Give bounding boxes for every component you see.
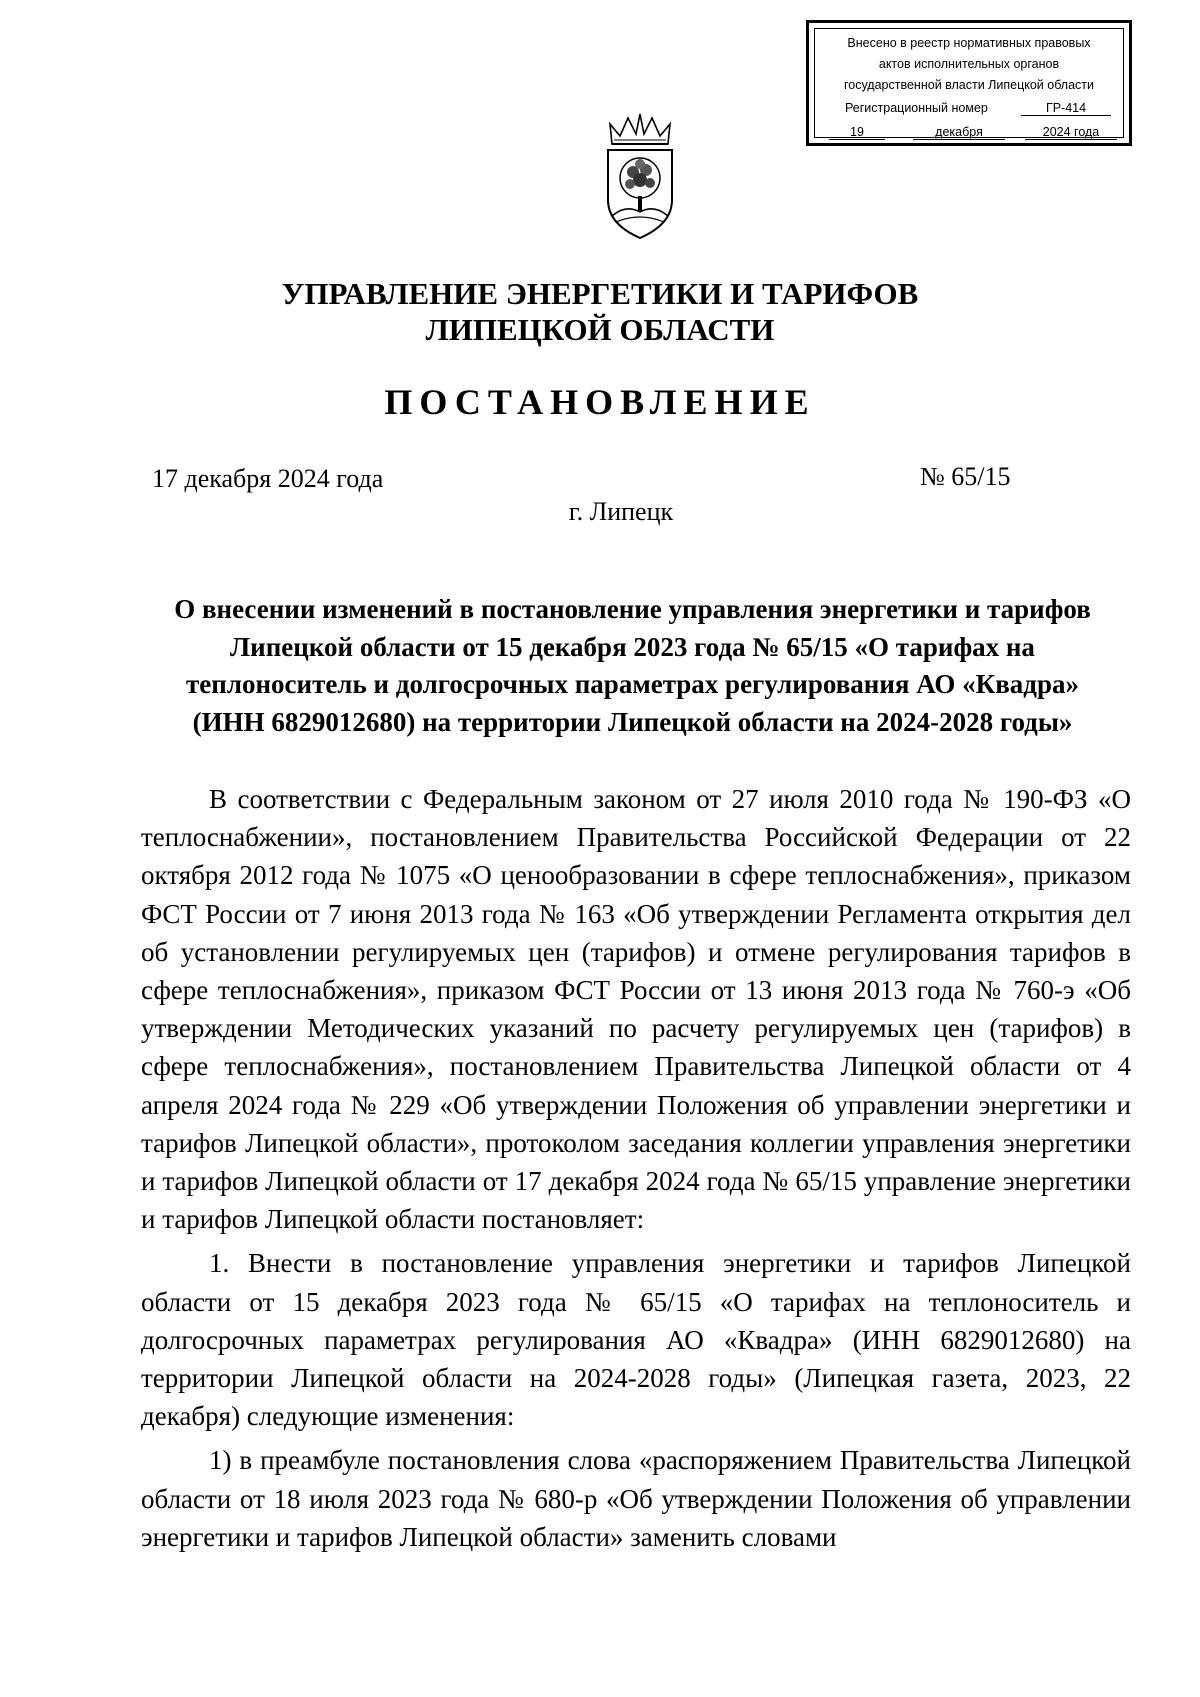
stamp-line-3: государственной власти Липецкой области xyxy=(843,78,1095,92)
org-name-line-1: УПРАВЛЕНИЕ ЭНЕРГЕТИКИ И ТАРИФОВ xyxy=(281,276,919,311)
document-body xyxy=(141,780,1131,1562)
document-type: ПОСТАНОВЛЕНИЕ xyxy=(384,382,816,422)
document-date: 17 декабря 2024 года xyxy=(152,464,384,493)
document-city: г. Липецк xyxy=(568,497,674,526)
stamp-year: 2024 года xyxy=(1025,125,1117,140)
coat-of-arms-emblem xyxy=(600,112,680,242)
org-name-line-2: ЛИПЕЦКОЙ ОБЛАСТИ xyxy=(425,312,775,347)
body-paragraph: 1. Внести в постановление управления энергетики и тарифов Липецкой области от 15 декабря 2023 года № 65/15 «О тарифах на теплоноситель и долгосрочных параметрах регулирования АО «Квадра» (ИНН 6829012680) на территории Липецкой области на 2024-2028 годы» (Липецкая газета, 2023, 22 декабря) следующие изменения: xyxy=(141,1248,1131,1432)
stamp-line-2: актов исполнительных органов xyxy=(878,57,1060,71)
document-number: № 65/15 xyxy=(920,462,1011,491)
stamp-line-1: Внесено в реестр нормативных правовых xyxy=(847,36,1091,50)
body-paragraph: 1) в преамбуле постановления слова «распоряжением Правительства Липецкой области от 18 июля 2023 года № 680-р «Об утверждении Положения об управлении энергетики и тарифов Липецкой области» заменить словами xyxy=(141,1445,1131,1552)
document-title: О внесении изменений в постановление управления энергетики и тарифов Липецкой области от 15 декабря 2023 года № 65/15 «О тарифах на теплоноситель и долгосрочных параметрах регулирования АО «Квадра» (ИНН 6829012680) на территории Липецкой области на 2024-2028 годы» xyxy=(174,594,1091,737)
registry-stamp xyxy=(806,20,1132,146)
stamp-reg-label: Регистрационный номер xyxy=(845,101,988,115)
stamp-month: декабря xyxy=(913,125,1005,140)
stamp-day: 19 xyxy=(829,125,885,140)
body-paragraph: В соответствии с Федеральным законом от 27 июля 2010 года № 190-ФЗ «О теплоснабжении», постановлением Правительства Российской Федерации от 22 октября 2012 года № 1075 «О ценообразовании в сфере теплоснабжения», приказом ФСТ России от 7 июня 2013 года № 163 «Об утверждении Регламента открытия дел об установлении регулируемых цен (тарифов) и отмене регулирования тарифов в сфере теплоснабжения», приказом ФСТ России от 13 июня 2013 года № 760-э «Об утверждении Методических указаний по расчету регулируемых цен (тарифов) в сфере теплоснабжения», постановлением Правительства Липецкой области от 4 апреля 2024 года № 229 «Об утверждении Положения об управлении энергетики и тарифов Липецкой области», протоколом заседания коллегии управления энергетики и тарифов Липецкой области от 17 декабря 2024 года № 65/15 управление энергетики и тарифов Липецкой области постановляет: xyxy=(141,784,1131,1235)
registry-stamp-inner-border xyxy=(814,28,1124,138)
stamp-reg-number: ГР-414 xyxy=(1021,101,1111,116)
